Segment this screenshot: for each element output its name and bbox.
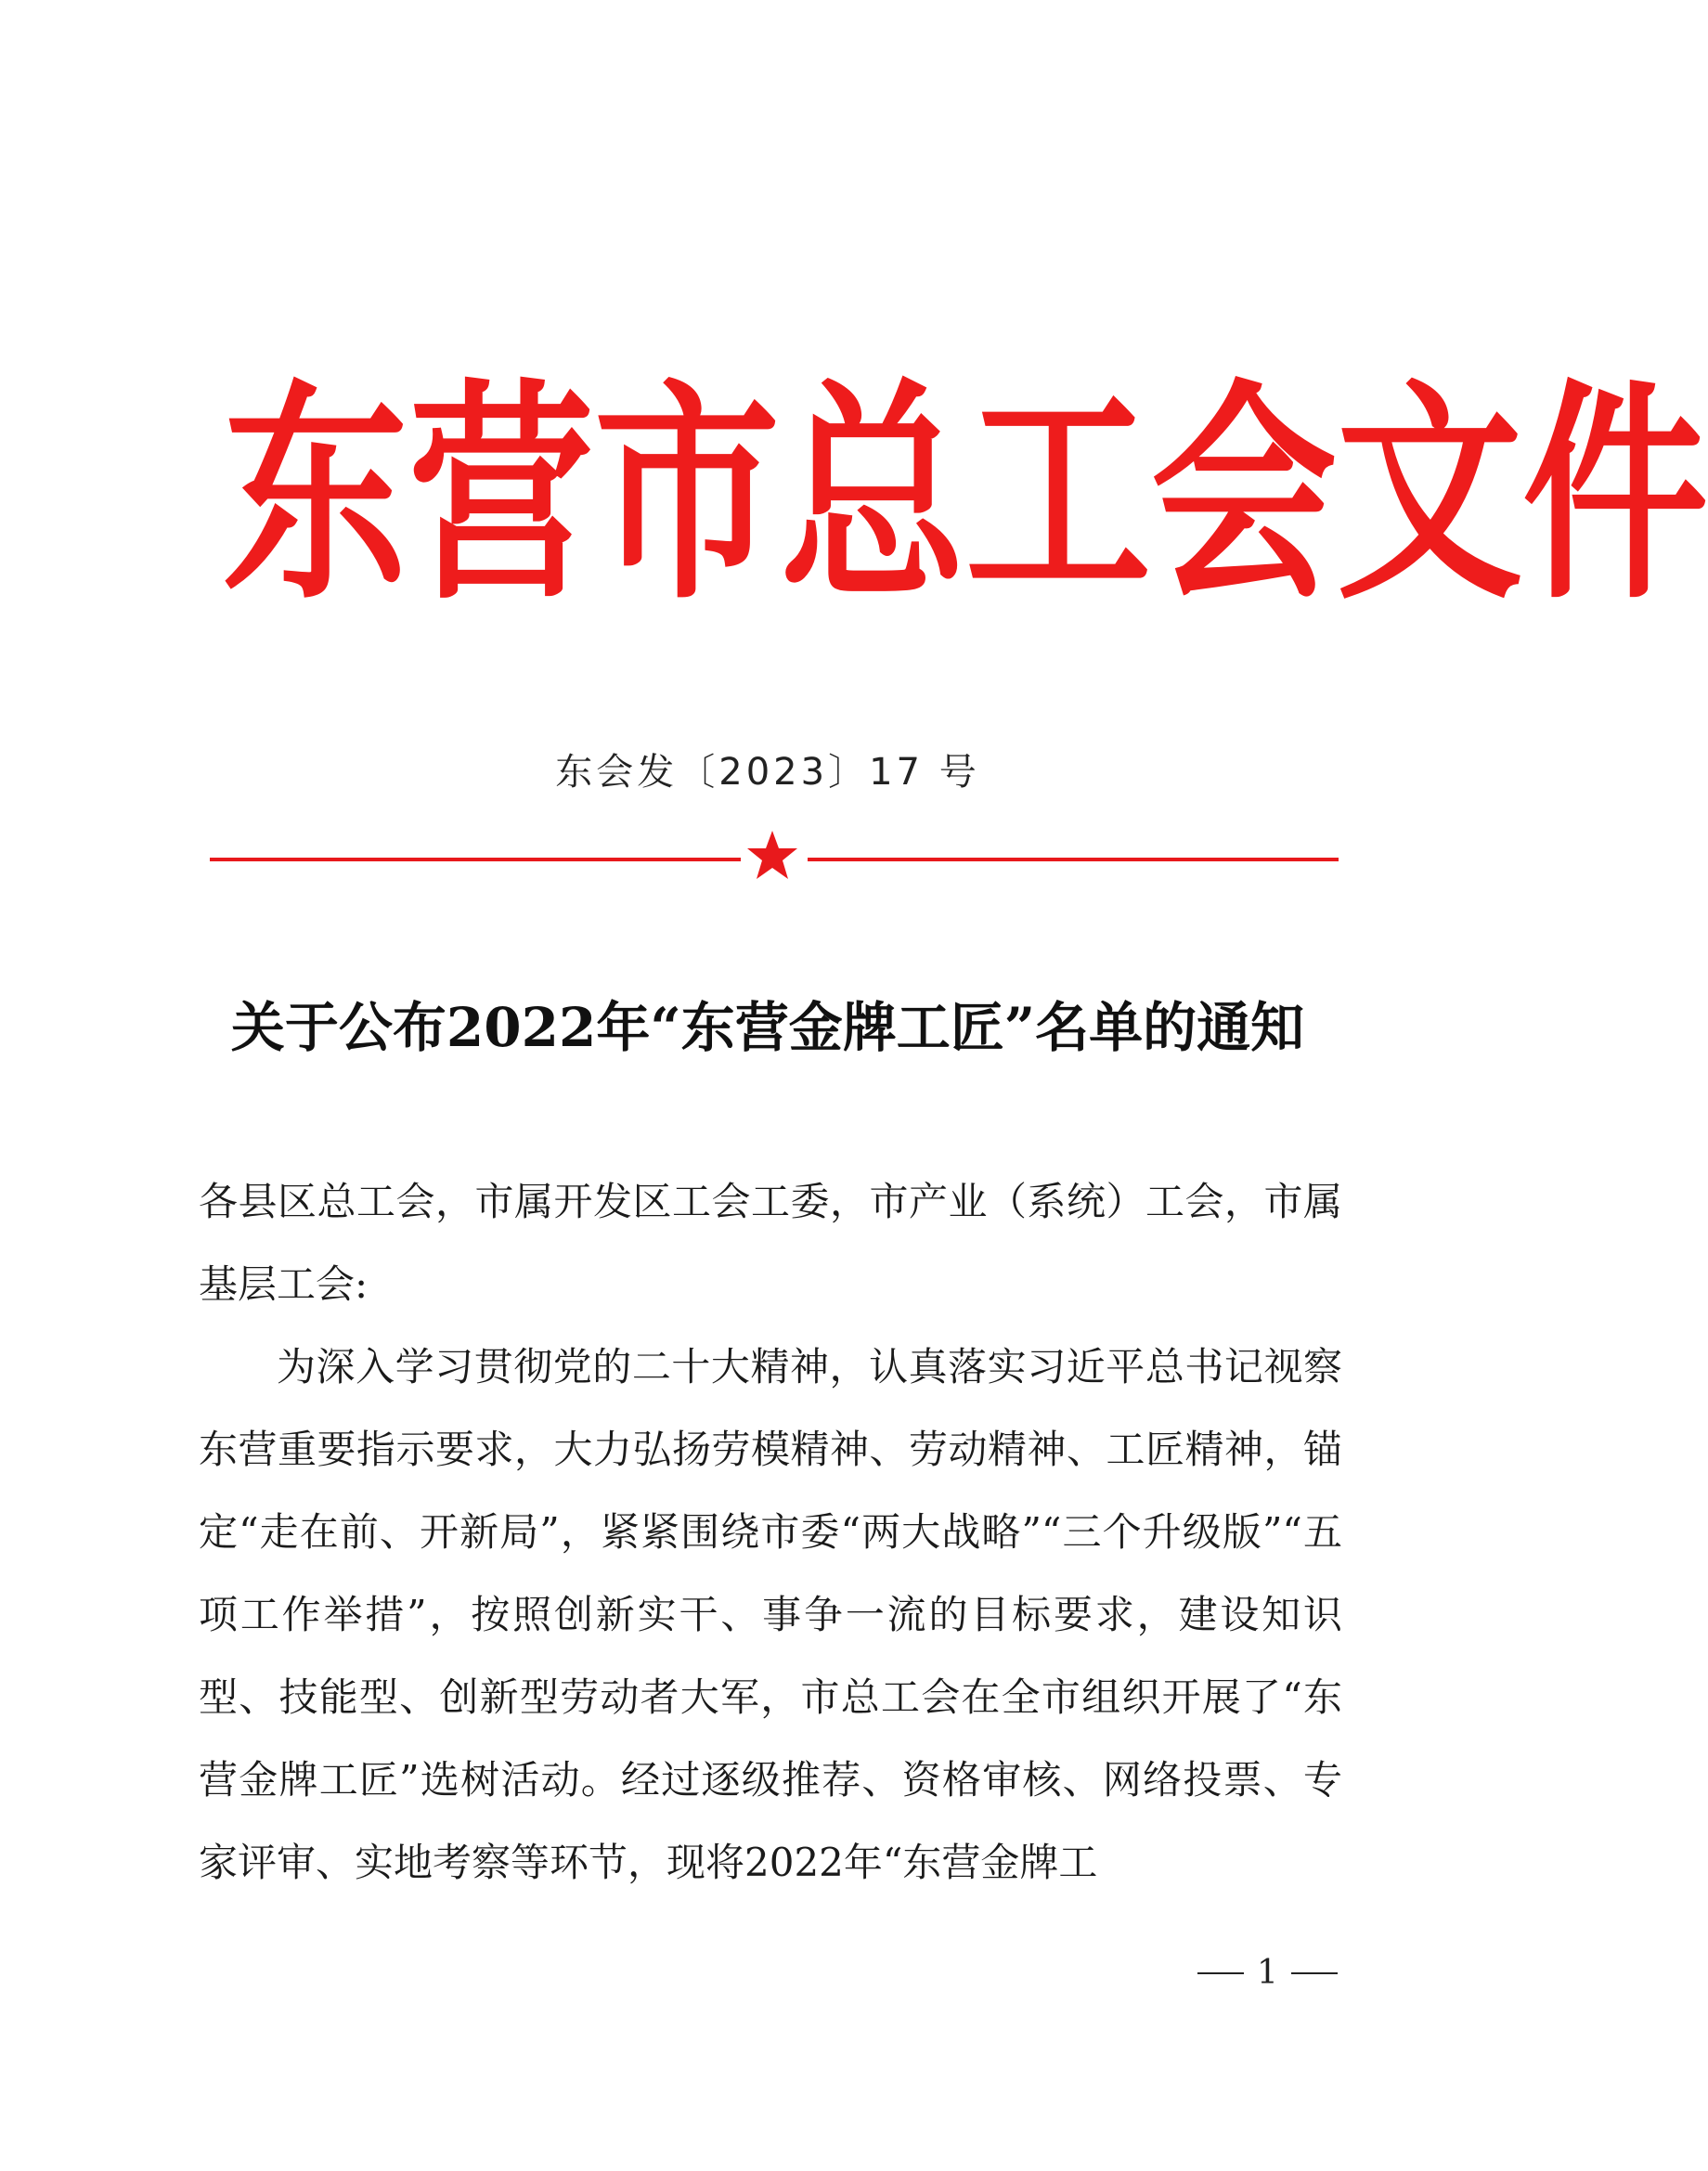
star-icon <box>744 828 800 884</box>
letterhead-title <box>223 360 1708 631</box>
addressee: 各县区总工会，市属开发区工会工委，市产业（系统）工会，市属基层工会: <box>199 1179 1342 1307</box>
page-number <box>1197 1954 1338 1992</box>
letterhead-char: 会 <box>1151 360 1338 631</box>
letterhead-char: 市 <box>594 360 781 631</box>
letterhead-char: 东 <box>223 360 409 631</box>
document-number: 东会发〔2023〕17 号 <box>555 751 980 794</box>
red-divider-left <box>210 858 741 861</box>
letterhead-char: 件 <box>1522 360 1708 631</box>
page-dash-right <box>1291 1972 1338 1974</box>
body-text <box>199 1160 1342 1904</box>
letterhead-char: 工 <box>965 360 1152 631</box>
page-dash-left <box>1197 1972 1244 1974</box>
notice-title: 关于公布2022年“东营金牌工匠”名单的通知 <box>230 996 1305 1059</box>
letterhead-char: 文 <box>1337 360 1523 631</box>
letterhead-char: 营 <box>408 360 595 631</box>
page-number-value: 1 <box>1257 1954 1278 1992</box>
letterhead-char: 总 <box>780 360 966 631</box>
red-divider-right <box>808 858 1339 861</box>
body-paragraph: 为深入学习贯彻党的二十大精神，认真落实习近平总书记视察东营重要指示要求，大力弘扬劳模精神、劳动精神、工匠精神，锚定“走在前、开新局”，紧紧围绕市委“两大战略”“三个升级版”“五项工作举措”，按照创新实干、事争一流的目标要求，建设知识型、技能型、创新型劳动者大军，市总工会在全市组织开展了“东营金牌工匠”选树活动。经过逐级推荐、资格审核、网络投票、专家评审、实地考察等环节，现将2022年“东营金牌工 <box>199 1344 1342 1885</box>
